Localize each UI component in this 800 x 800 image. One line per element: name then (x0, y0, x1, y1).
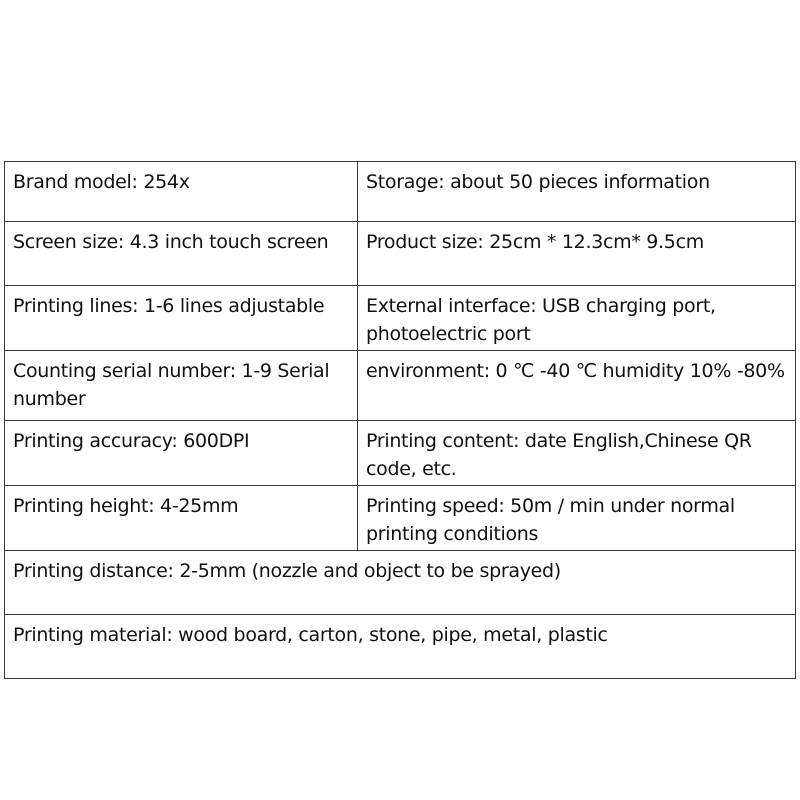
printing-lines-cell: Printing lines: 1-6 lines adjustable (5, 286, 358, 351)
table-row (5, 615, 796, 679)
brand-model-cell: Brand model: 254x (5, 162, 358, 222)
table-row (5, 551, 796, 615)
external-interface-cell: External interface: USB charging port, photoelectric port (358, 286, 796, 351)
table-row (5, 486, 796, 551)
spec-table (4, 161, 796, 679)
printing-distance-cell: Printing distance: 2-5mm (nozzle and object to be sprayed) (5, 551, 796, 615)
printing-accuracy-cell: Printing accuracy: 600DPI (5, 421, 358, 486)
table-row (5, 421, 796, 486)
environment-cell: environment: 0 ℃ -40 ℃ humidity 10% -80% (358, 351, 796, 421)
table-row (5, 351, 796, 421)
storage-cell: Storage: about 50 pieces information (358, 162, 796, 222)
printing-height-cell: Printing height: 4-25mm (5, 486, 358, 551)
table-row (5, 162, 796, 222)
screen-size-cell: Screen size: 4.3 inch touch screen (5, 222, 358, 286)
printing-material-cell: Printing material: wood board, carton, stone, pipe, metal, plastic (5, 615, 796, 679)
table-row (5, 222, 796, 286)
product-size-cell: Product size: 25cm * 12.3cm* 9.5cm (358, 222, 796, 286)
printing-content-cell: Printing content: date English,Chinese QR code, etc. (358, 421, 796, 486)
table-row (5, 286, 796, 351)
counting-serial-cell: Counting serial number: 1-9 Serial number (5, 351, 358, 421)
printing-speed-cell: Printing speed: 50m / min under normal printing conditions (358, 486, 796, 551)
